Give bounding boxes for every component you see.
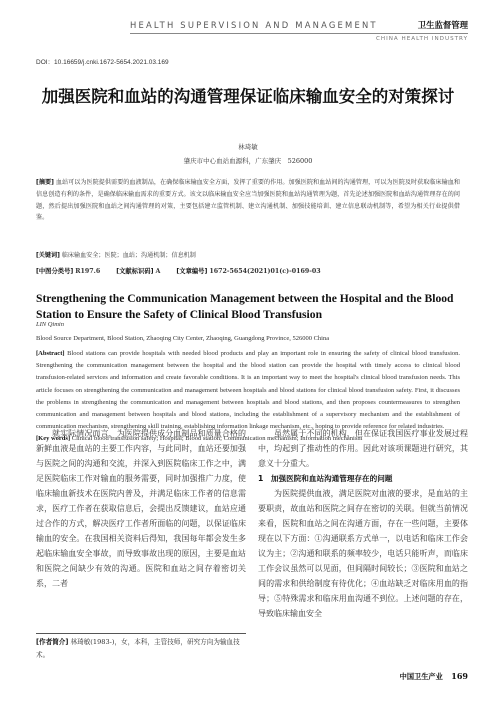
- journal-header-cn: 卫生监督管理: [417, 20, 468, 30]
- keywords-en-text: Clinical blood transfusion safety; Hospital; Blood station; Communication mechanism; Information mechanism: [71, 435, 363, 443]
- section-heading: 1 加强医院和血站沟通管理存在的问题: [258, 474, 393, 483]
- affiliation-cn: 肇庆市中心血站血源科，广东肇庆 526000: [183, 157, 313, 165]
- page-number: 169: [451, 671, 468, 681]
- keywords-cn-text: 临床输血安全；医院；血站；沟通机制；信息机制: [61, 252, 196, 259]
- abstract-en-text: Blood stations can provide hospitals with needed blood products and play an important role in ensuring the safety of clinical blood transfusion. Strengthening the communication management between the hospital and the blood station can provide the hospital with timely access to clinical blood transfusion-related services and information and create favorable conditions. It is an important way to meet the hospital's clinical blood transfusion needs. This article focuses on strengthening the communication and management between hospitals and blood stations for clinical blood transfusion safety. First, it discusses the problems in strengthening the communication and management between hospitals and blood stations, and then proposes countermeasures to strengthen communication and management between hospitals and blood stations, including the establishment of a supervisory mechanism and the establishment of communication mechanism, strengthening skill training, establishing information linkage mechanism, etc., hoping to provide reference for related industries.: [36, 350, 460, 431]
- doi-line: DOI：10.16659/j.cnki.1672-5654.2021.03.169: [36, 59, 169, 66]
- footnote-divider: [36, 633, 246, 634]
- body-paragraph: 就实际情况而言，为医院提供成分血制品和质量合格的新鲜血液是血站的主要工作内容，与此同时，血站还要加强与医院之间的沟通和交流，并深入到医院临床工作之中，满足医院临床工作对输血的服务需要，同时加强推广力度，使临床输血新技术在医院内普及，并满足临床工作者的信息需求，医疗工作者在获取信息后，会提出反馈建议，血站应通过合作的方式，解决医疗工作者所面临的问题，以保证临床输血的安全。在我国相关资料后得知，我国每年都会发生多起临床输血安全事故，而导致事故出现的原因，主要是血站和医院之间缺少有效的沟通。医院和血站之间存着密切关系，二者: [36, 429, 246, 588]
- paper-title-cn: 加强医院和血站的沟通管理保证临床输血安全的对策探讨: [41, 87, 455, 106]
- abstract-cn-text: 血站可以为医院提供需要的血液制品，在确保临床输血安全方面，发挥了重要的作用。加强医院和血站间的沟通管理，可以为医院及时获取临床输血和信息创造有利的条件，是确保临床输血需求的重要方式。该文以临床输血安全应当加强医院和血站沟通管理为题，首先论述加强医院和血站沟通管理存在的问题，然后提出加强医院和血站之间沟通管理的对策，主要包括建立监管机制、建立沟通机制、加强技能培训、建立信息联动机制等，希望为相关行业提供借鉴。: [36, 179, 461, 222]
- journal-header-title: HEALTH SUPERVISION AND MANAGEMENT: [130, 20, 378, 30]
- abstract-cn-label: [摘要]: [36, 179, 54, 186]
- document-code: [文献标识码] A: [116, 268, 161, 275]
- body-paragraph: 虽然属于不同的机构，但在保证我国医疗事业发展过程中，均起到了推动性的作用。因此对该项课题进行研究，其意义十分重大。: [258, 429, 468, 468]
- body-left-column: [36, 426, 246, 591]
- keywords-cn: [36, 250, 460, 262]
- author-en: LIN Qimin: [36, 321, 64, 328]
- abstract-cn: [36, 177, 460, 224]
- author-cn: 林琦敏: [238, 143, 258, 151]
- footer-journal: 中国卫生产业: [399, 672, 443, 681]
- journal-header-subtitle: CHINA HEALTH INDUSTRY: [375, 36, 468, 42]
- keywords-en-label: [Key words]: [36, 435, 71, 443]
- author-footnote: [作者简介] 林琦敏(1983-)，女，本科，主管技师，研究方向为输血技术。: [36, 638, 240, 659]
- article-number: [文章编号] 1672-5654(2021)01(c)-0169-03: [176, 268, 321, 275]
- classification-line: [36, 266, 335, 275]
- page-footer: [400, 671, 468, 682]
- abstract-en-label: [Abstract]: [36, 350, 65, 357]
- paper-title-en: Strengthening the Communication Management between the Hospital and the Blood Station to Ensure the Safety of Clinical Blood Transfusion: [36, 292, 454, 321]
- affiliation-en: Blood Source Department, Blood Station, Zhaoqing City Center, Zhaoqing, Guangdong Province, 526000 China: [36, 335, 330, 342]
- header-divider: [130, 33, 468, 34]
- body-paragraph: 为医院提供血液，满足医院对血液的要求，是血站的主要职责，故血站和医院之间存在密切的关联。但就当前情况来看，医院和血站之间在沟通方面，存在一些问题，主要体现在以下方面：①沟通联系方式单一，以电话和临床工作会议为主；②沟通和联系的频率较少，电话只能听声，而临床工作会议虽然可以见面，但间隔时间较长；③医院和血站之间的需求和供给制度有待优化；④血站缺乏对临床用血的指导；⑤特殊需求和临床用血沟通不到位。上述问题的存在，导致临床输血安全: [258, 489, 468, 618]
- body-right-column: [258, 426, 468, 621]
- keywords-cn-label: [关键词]: [36, 252, 60, 259]
- class-number: [中图分类号] R197.6: [36, 268, 101, 275]
